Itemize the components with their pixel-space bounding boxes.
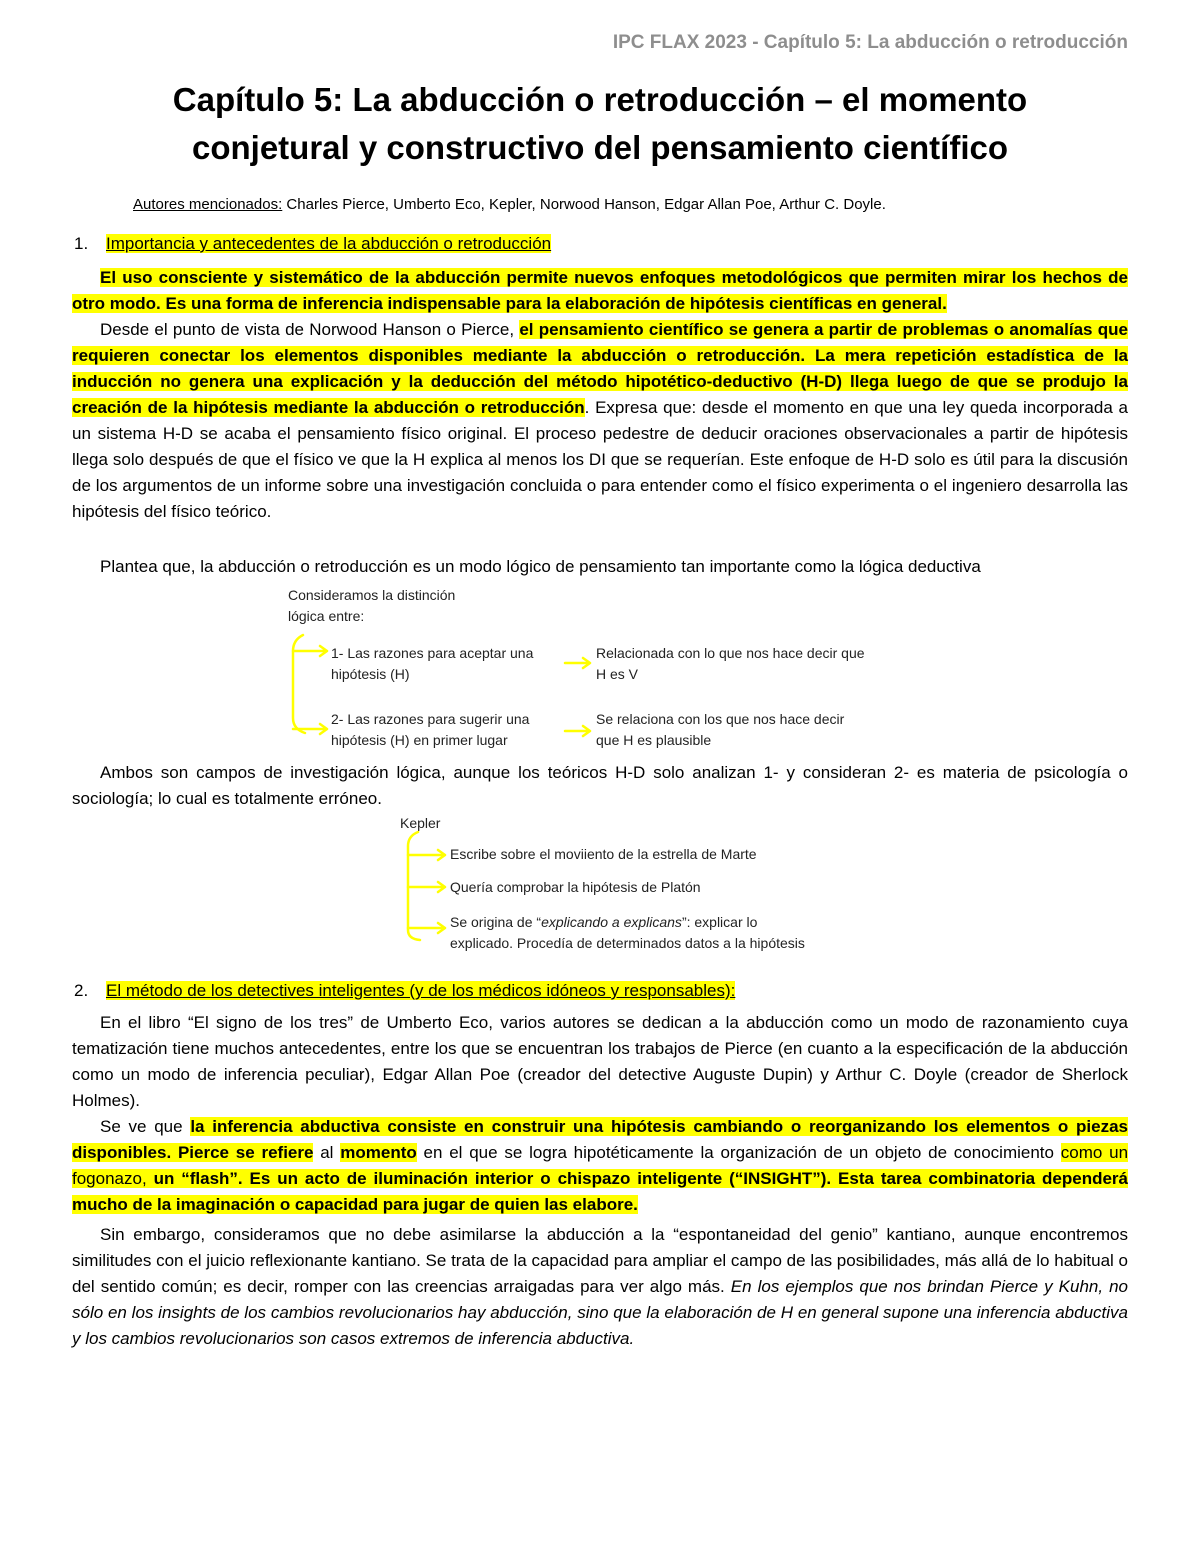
s2-p2-middle: en el que se logra hipotéticamente la organización de un objeto de conocimiento <box>416 1143 1061 1162</box>
section-1-paragraph-3: Plantea que, la abducción o retroducción es un modo lógico de pensamiento tan importante como la lógica deductiva <box>100 557 981 576</box>
diagram-2-item-1: Escribe sobre el moviiento de la estrella de Marte <box>450 846 757 862</box>
arrow-to-item-3 <box>408 923 445 933</box>
s2-p2-highlight-flash: un “flash”. Es un acto de iluminación interior o chispazo inteligente (“INSIGHT”). Esta tarea combinatoria dependerá mucho de la imaginación o capacidad para jugar de quien las elabore. <box>72 1169 1128 1214</box>
node-d-line-2: que H es plausible <box>596 732 712 748</box>
arrow-a-to-b <box>565 658 590 668</box>
s2-p2-highlight-momento: momento <box>340 1143 417 1162</box>
section-1-number: 1. <box>74 234 89 253</box>
s1-p2-rest: . Expresa que: desde el momento en que una ley queda incorporada a un sistema H-D se acaba el pensamiento físico original. El proceso pedestre de deducir oraciones observacionales a partir de hipótesis llega solo después de que el físico ve que la H explica al menos los DI que se requerían. Este enfoque de H-D solo es útil para la discusión de los argumentos de un informe sobre una investigación concluida o para entender como el físico experimenta o el ingeniero desarrolla las hipótesis del físico teórico. <box>72 398 1128 521</box>
diagram-2-item-2: Quería comprobar la hipótesis de Platón <box>450 879 701 895</box>
item-3-pre: Se origina de “ <box>450 914 542 930</box>
section-2-title: El método de los detectives inteligentes (y de los médicos idóneos y responsables): <box>106 981 736 1000</box>
node-a-line-2: hipótesis (H) <box>331 666 410 682</box>
section-2-heading <box>74 981 735 1001</box>
node-b-line-2: H es V <box>596 666 639 682</box>
diagram-1-bracket <box>293 635 305 733</box>
authors-label: Autores mencionados: <box>133 196 283 213</box>
title-line-2: conjetural y constructivo del pensamiento científico <box>191 129 1008 166</box>
s1-p2-intro: Desde el punto de vista de Norwood Hanson o Pierce, <box>100 320 520 339</box>
s1-p2-highlight: el pensamiento científico se genera a partir de problemas o anomalías que requieren conectar los elementos disponibles mediante la abducción o retroducción. La mera repetición estadística de la inducción no genera una explicación y la deducción del método hipotético-deductivo (H-D) llega luego de que se produjo la creación de la hipótesis mediante la abducción o retroducción <box>72 320 1128 417</box>
s2-p2-intro: Se ve que <box>100 1117 191 1136</box>
s2-p2-al: al <box>313 1143 341 1162</box>
diagram-1-intro-line-2: lógica entre: <box>288 608 365 624</box>
section-1-title: Importancia y antecedentes de la abducción o retroducción <box>106 234 552 253</box>
node-b-line-1: Relacionada con lo que nos hace decir que <box>596 645 865 661</box>
arrow-to-item-1 <box>408 850 445 860</box>
s2-p3-text: Sin embargo, consideramos que no debe asimilarse la abducción a la “espontaneidad del genio” kantiano, aunque encontremos similitudes con el juicio reflexionante kantiano. Se trata de la capacidad para ampliar el campo de las posibilidades, más allá de lo habitual o del sentido común; es decir, romper con las creencias arraigadas para ver algo más. <box>72 1225 1128 1296</box>
section-2-paragraph-2 <box>72 1114 1128 1218</box>
section-2-paragraph-3 <box>72 1222 1128 1352</box>
diagram-2-root: Kepler <box>400 815 441 831</box>
section-2-paragraph-1: En el libro “El signo de los tres” de Umberto Eco, varios autores se dedican a la abducción como un modo de razonamiento cuya tematización tiene muchos antecedentes, entre los que se encuentran los trabajos de Pierce (en cuanto a la especificación de la abducción como un modo de inferencia peculiar), Edgar Allan Poe (creador del detective Auguste Dupin) y Arthur C. Doyle (creador de Sherlock Holmes). <box>72 1013 1128 1110</box>
diagram-1-intro-line-1: Consideramos la distinción <box>288 587 456 603</box>
page-header: IPC FLAX 2023 - Capítulo 5: La abducción o retroducción <box>612 32 1128 53</box>
node-d-line-1: Se relaciona con los que nos hace decir <box>596 711 845 727</box>
section-2-number: 2. <box>74 981 89 1000</box>
node-c-line-2: hipótesis (H) en primer lugar <box>331 732 508 748</box>
s2-p2-highlight-fogonazo: como un fogonazo, <box>72 1143 1129 1188</box>
node-a-line-1: 1- Las razones para aceptar una <box>331 645 534 661</box>
arrow-to-node-a <box>293 646 327 656</box>
s2-p2-highlight-1: la inferencia abductiva consiste en construir una hipótesis cambiando o reorganizando los elementos o piezas disponibles. Pierce se refiere <box>72 1117 1128 1162</box>
item-3-italic: explicando a explicans <box>541 914 682 930</box>
arrow-c-to-d <box>565 726 590 736</box>
arrow-to-item-2 <box>408 882 445 892</box>
section-1-paragraph-4: Ambos son campos de investigación lógica, aunque los teóricos H-D solo analizan 1- y consideran 2- es materia de psicología o sociología; lo cual es totalmente erróneo. <box>72 763 1128 808</box>
node-c-line-1: 2- Las razones para sugerir una <box>331 711 530 727</box>
s1-p1-text: El uso consciente y sistemático de la abducción permite nuevos enfoques metodológicos que permiten mirar los hechos de otro modo. Es una forma de inferencia indispensable para la elaboración de hipótesis científicas en general. <box>72 268 1128 313</box>
arrow-to-node-c <box>293 724 327 734</box>
authors-names: Charles Pierce, Umberto Eco, Kepler, Norwood Hanson, Edgar Allan Poe, Arthur C. Doyle. <box>282 196 886 213</box>
title-line-1: Capítulo 5: La abducción o retroducción – el momento <box>172 81 1028 118</box>
diagram-2-item-3-line-2: explicado. Procedía de determinados datos a la hipótesis <box>450 935 805 951</box>
s2-p3-italic: En los ejemplos que nos brindan Pierce y Kuhn, no sólo en los insights de los cambios revolucionarios hay abducción, sino que la elaboración de H en general supone una inferencia abductiva y los cambios revolucionarios son casos extremos de inferencia abductiva. <box>72 1277 1129 1348</box>
item-3-post: ”: explicar lo <box>681 914 758 930</box>
